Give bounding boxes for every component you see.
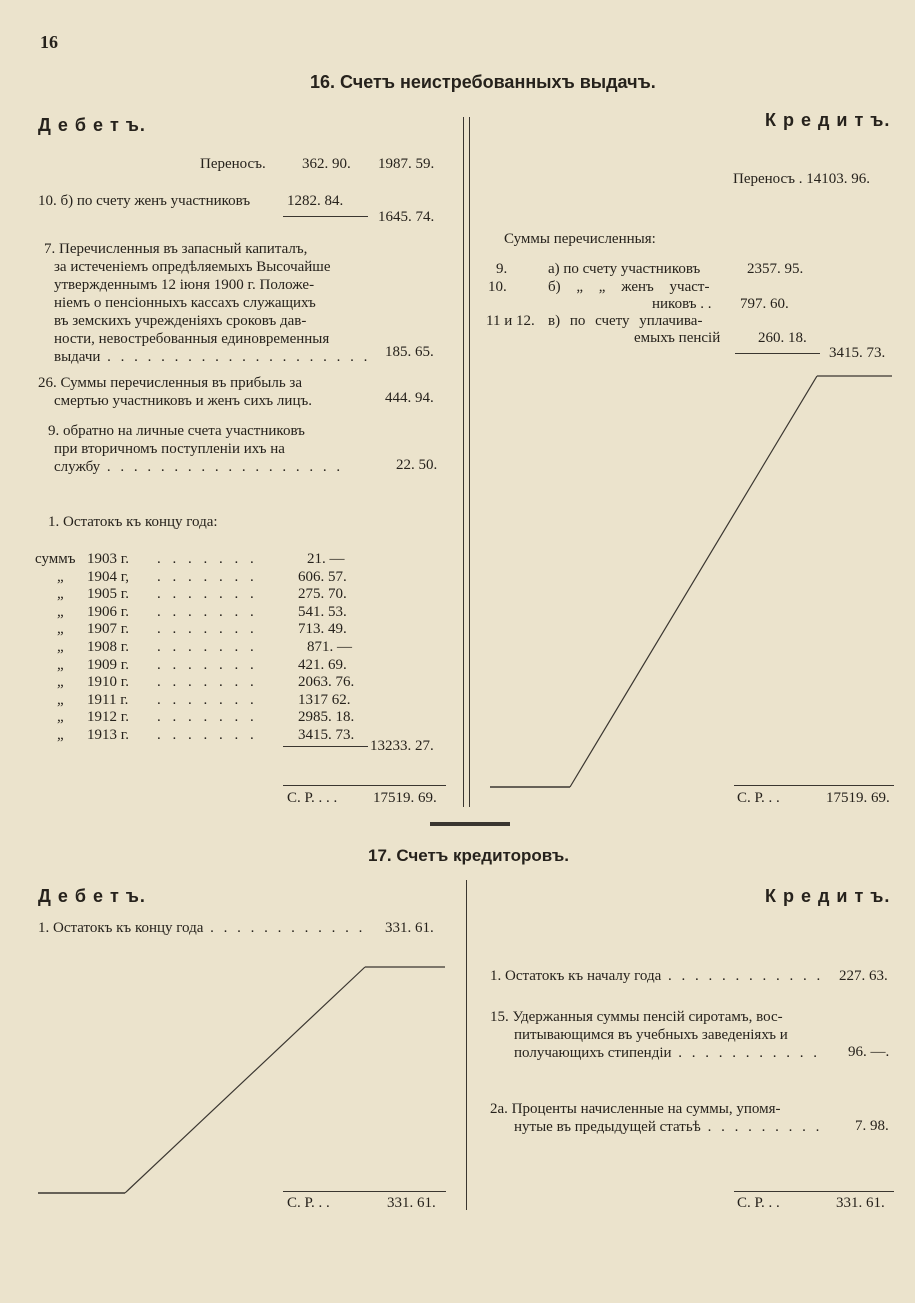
r9-num: 9. [496,261,508,277]
r9-value: 2357. 95. [747,261,804,277]
item7-line: 7. Перечисленныя въ запасный капиталъ, [44,241,308,257]
year-prefix: „ [57,638,64,655]
item9-line: 9. обратно на личные счета участниковъ [48,423,305,439]
carry-value-2: 1987. 59. [378,156,435,172]
item7-line: за истеченіемъ опредѣляемыхъ Высочайше [54,259,331,275]
item2a-line: нутые въ предыдущей статьѣ . . . [514,1119,824,1135]
year-label: 1913 г. [87,726,129,743]
item26-line: смертью участниковъ и женъ сихъ лицъ. [54,393,312,409]
section17-credit-title: К р е д и т ъ. [765,886,891,906]
year-leader: . . . . . . . [157,709,258,726]
debit-sum-total: 17519. 69. [373,790,437,806]
item10-value: 1282. 84. [287,193,344,209]
year-leader: . . . . . . . [157,586,258,603]
year-amount: 541. 53. [298,603,347,620]
year-amount: 21. — [307,551,345,567]
item10-text: 10. б) по счету женъ участниковъ [38,193,251,209]
section17-debit-title: Д е б е т ъ. [38,886,146,906]
item15-line: 15. Удержанныя суммы пенсій сиротамъ, вос- [490,1009,783,1025]
year-prefix: „ [57,726,64,743]
year-amount: 421. 69. [298,656,347,673]
s17-debit-item1-value: 331. 61. [385,920,434,936]
item15-line: питывающимся въ учебныхъ заведеніяхъ и [514,1027,788,1043]
item7-line: выдачи . . . [54,349,374,365]
section17-title: 17. Счетъ кредиторовъ. [368,846,569,865]
year-leader: . . . . . . . [157,726,258,743]
year-prefix: „ [57,621,64,638]
year-label: 1910 г. [87,674,129,691]
year-prefix: „ [57,656,64,673]
section16-credit-title: К р е д и т ъ. [765,110,891,130]
s17-credit-sum-total: 331. 61. [836,1195,885,1211]
s17-credit-sum-label: С. Р. . . [737,1195,780,1211]
section-separator [430,822,510,826]
year-label: 1906 г. [87,603,129,620]
year-amount: 3415. 73. [298,726,355,743]
item7-line: ности, невостребованныя единовременныя [54,331,330,347]
year-leader: . . . . . . . [157,551,258,567]
debit-sum-label: С. Р. . . . [287,790,338,806]
year-amount: 713. 49. [298,621,347,638]
year-label: 1904 г, [87,568,129,585]
r10-value: 797. 60. [740,296,789,312]
year-leader: . . . . . . . [157,638,258,655]
item15-line: получающихъ стипендіи . . . [514,1045,824,1061]
year-leader: . . . . . . . [157,603,258,620]
year-label: 1908 г. [87,638,129,655]
item2a-line: 2а. Проценты начисленные на суммы, упомя- [490,1101,781,1117]
year-label: 1905 г. [87,586,129,603]
year-prefix: „ [57,691,64,708]
year-prefix: „ [57,568,64,585]
year-label: 1909 г. [87,656,129,673]
s17-debit-sum-label: С. Р. . . [287,1195,330,1211]
s17-credit-item1-text: 1. Остатокъ къ началу года . . . [490,968,820,984]
item7-value: 185. 65. [385,344,434,360]
s17-debit-sum-total: 331. 61. [387,1195,436,1211]
item7-line: ніемъ о пенсіонныхъ кассахъ служащихъ [54,295,316,311]
column-divider-left-17 [466,880,467,1210]
year-prefix: „ [57,586,64,603]
item7-line: въ земскихъ учрежденіяхъ сроковъ дав- [54,313,307,329]
s17-debit-item1-text: 1. Остатокъ къ концу года . . . [38,920,368,936]
r10-text: б) „ „ женъ участ- [548,279,710,295]
item7-line: утвержденнымъ 12 іюня 1900 г. Положе- [54,277,315,293]
year-prefix: „ [57,709,64,726]
year-label: 1903 г. [87,551,129,567]
credit-sum-rule [734,785,894,786]
item26-value: 444. 94. [385,390,434,406]
year-prefix: „ [57,603,64,620]
r9-text: а) по счету участниковъ [548,261,701,277]
year-leader: . . . . . . . [157,691,258,708]
s17-debit-sum-rule [283,1191,446,1192]
section16-title: 16. Счетъ неистребованныхъ выдачъ. [310,72,656,92]
item9-value: 22. 50. [396,457,438,473]
r11-text2: емыхъ пенсій [634,330,721,346]
year-label: 1907 г. [87,621,129,638]
subtotal-value: 1645. 74. [378,209,435,225]
s17-credit-sum-rule [734,1191,894,1192]
s17-credit-item15 [490,1008,824,1062]
year-label: 1912 г. [87,709,129,726]
year-prefix: суммъ [35,551,76,567]
credit-sum-total: 17519. 69. [826,790,890,806]
carry-value-1: 362. 90. [302,156,351,172]
item9-line: службу . . . [54,459,344,475]
balance-total: 13233. 27. [370,738,434,754]
year-leader: . . . . . . . [157,674,258,691]
year-label: 1911 г. [87,691,129,708]
credit-total: 3415. 73. [829,345,886,361]
s17-debit-item1 [38,920,368,937]
s17-credit-item1-value: 227. 63. [839,968,888,984]
r11-num: 11 и 12. [486,313,535,329]
year-amount: 871. — [307,638,352,655]
s17-credit-item15-value: 96. —. [848,1044,890,1060]
year-leader: . . . . . . . [157,621,258,638]
r11-text: в) по счету уплачива- [548,313,703,329]
carry-label: Переносъ. [200,156,266,172]
r10-text2: никовъ . . [652,296,712,312]
section16-debit-title: Д е б е т ъ. [38,115,146,135]
year-amount: 1317 62. [298,691,351,708]
sums-label: Суммы перечисленныя: [504,231,656,247]
year-amount: 606. 57. [298,568,347,585]
s17-credit-item2a-value: 7. 98. [855,1118,889,1134]
page-number: 16 [40,32,58,52]
balance-label: 1. Остатокъ къ концу года: [48,514,218,530]
year-amount: 275. 70. [298,586,347,603]
s17-credit-item2a [490,1100,824,1136]
year-amount: 2985. 18. [298,709,355,726]
credit-sum-label: С. Р. . . [737,790,780,806]
item26-line: 26. Суммы перечисленныя въ прибыль за [38,375,303,391]
r10-num: 10. [488,279,507,295]
year-prefix: „ [57,674,64,691]
year-leader: . . . . . . . [157,568,258,585]
r11-value: 260. 18. [758,330,807,346]
item9-line: при вторичномъ поступленіи ихъ на [54,441,285,457]
s17-credit-item1 [490,968,820,985]
year-leader: . . . . . . . [157,656,258,673]
year-amount: 2063. 76. [298,674,355,691]
credit-carry: Переносъ . 14103. 96. [733,171,870,187]
